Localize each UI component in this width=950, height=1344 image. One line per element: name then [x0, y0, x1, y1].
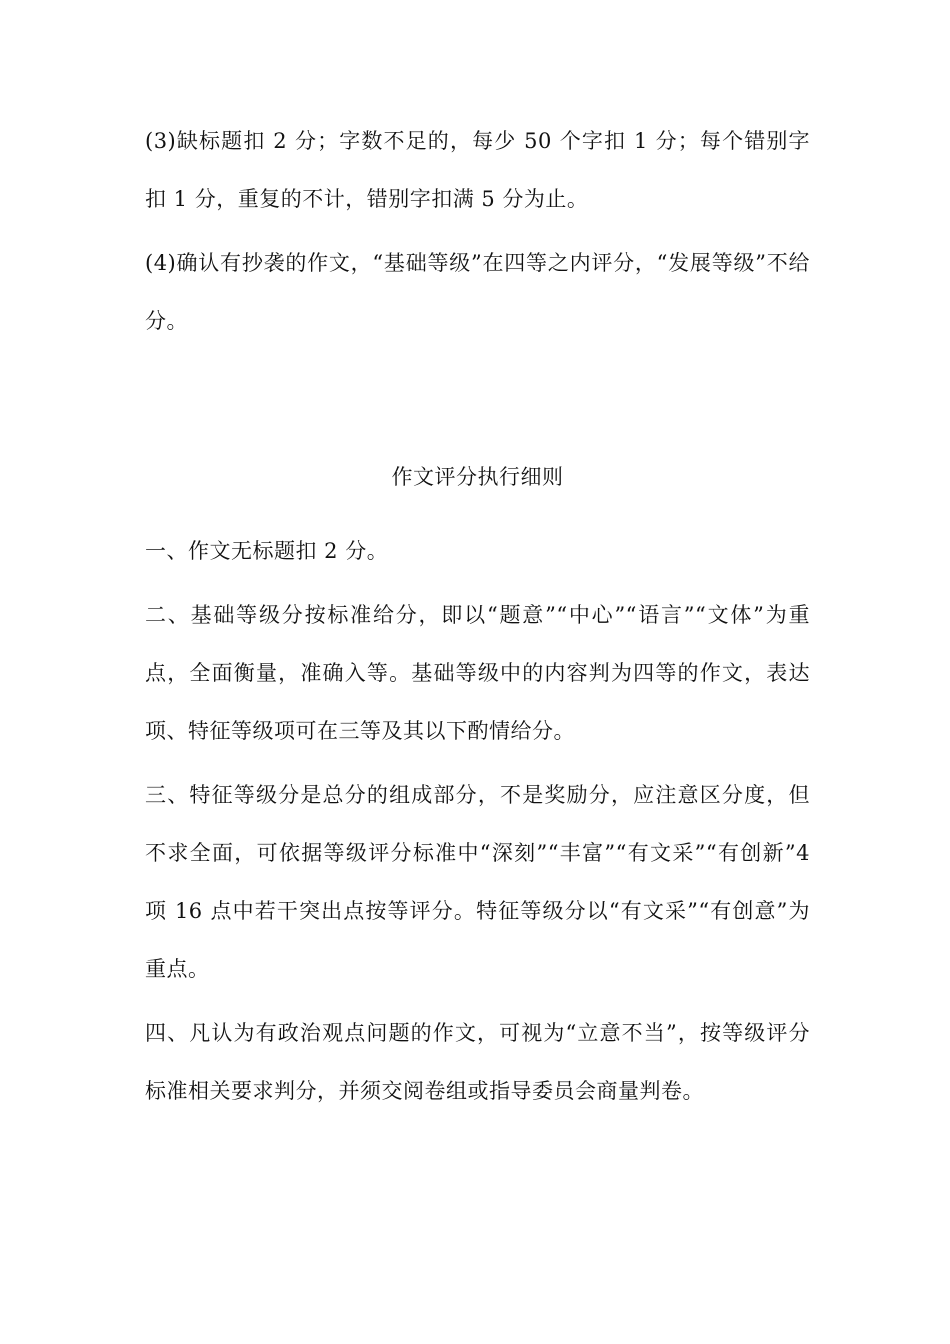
- title-gap: [145, 506, 810, 522]
- rule-3-paragraph: (3)缺标题扣 2 分；字数不足的，每少 50 个字扣 1 分；每个错别字扣 1 分，重复的不计，错别字扣满 5 分为止。: [145, 129, 810, 211]
- section-title: 作文评分执行细则: [391, 465, 564, 489]
- document-body: [145, 112, 810, 1120]
- item-1-paragraph: 一、作文无标题扣 2 分。: [145, 539, 389, 563]
- item-3-paragraph: 三、特征等级分是总分的组成部分，不是奖励分，应注意区分度，但不求全面，可依据等级评分标准中“深刻”“丰富”“有文采”“有创新”4 项 16 点中若干突出点按等评分。特征等级分以“有文采”“有创意”为重点。: [145, 783, 810, 981]
- rule-4-paragraph: (4)确认有抄袭的作文，“基础等级”在四等之内评分，“发展等级”不给分。: [145, 251, 810, 333]
- item-2-paragraph: 二、基础等级分按标准给分，即以“题意”“中心”“语言”“文体”为重点，全面衡量，准确入等。基础等级中的内容判为四等的作文，表达项、特征等级项可在三等及其以下酌情给分。: [145, 603, 810, 743]
- item-4-paragraph: 四、凡认为有政治观点问题的作文，可视为“立意不当”，按等级评分标准相关要求判分，并须交阅卷组或指导委员会商量判卷。: [145, 1021, 810, 1103]
- section-gap: [145, 350, 810, 448]
